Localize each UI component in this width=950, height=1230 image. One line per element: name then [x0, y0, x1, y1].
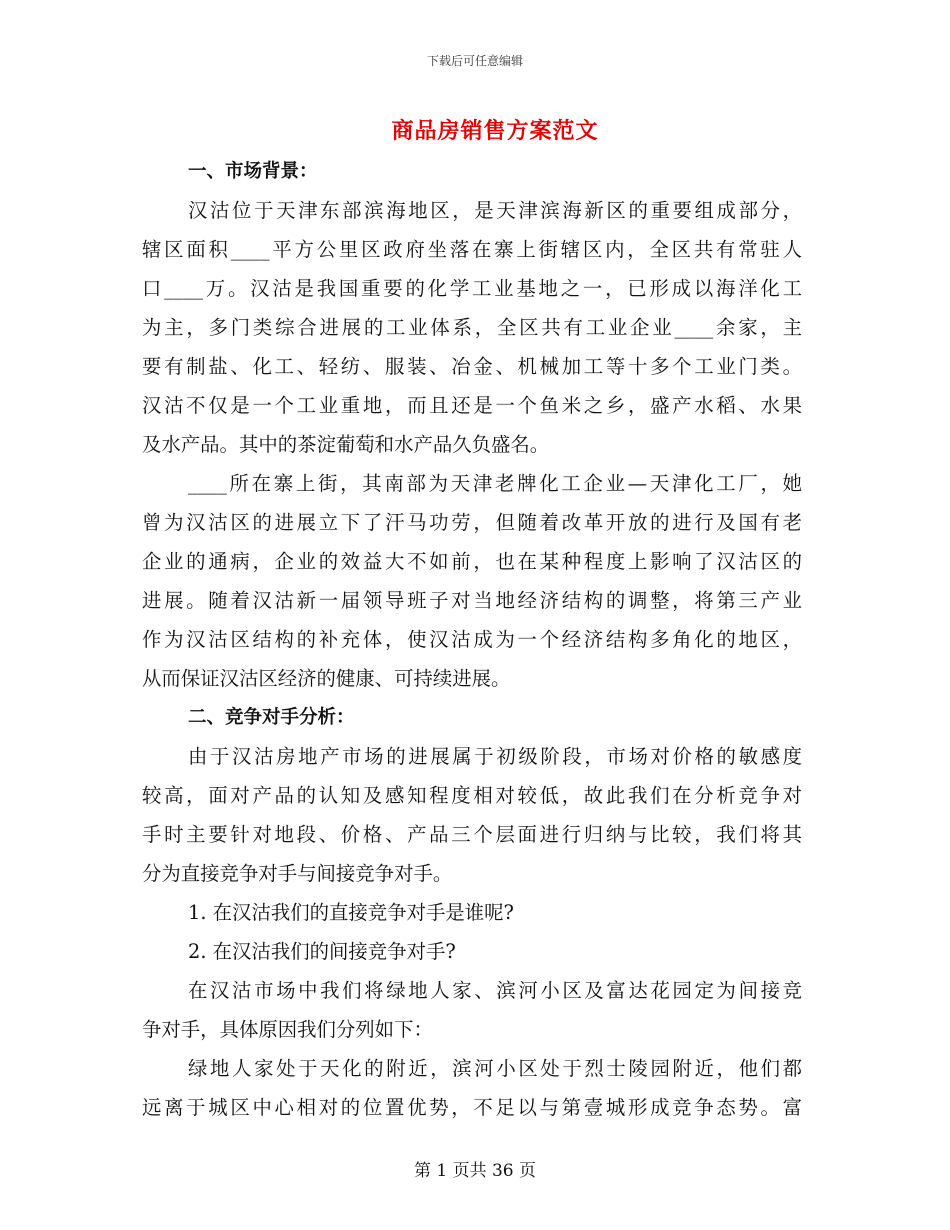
text-line: 口____万。汉沽是我国重要的化学工业基地之一，已形成以海洋化工	[142, 277, 802, 300]
header-note: 下载后可任意编辑	[426, 54, 523, 68]
text-line: 作为汉沽区结构的补充体，使汉沽成为一个经济结构多角化的地区，	[142, 628, 802, 651]
text-line: 汉沽不仅是一个工业重地，而且还是一个鱼米之乡，盛产水稻、水果	[142, 394, 802, 417]
document-body	[142, 152, 802, 1127]
text-line: 较高，面对产品的认知及感知程度相对较低，故此我们在分析竞争对	[142, 784, 802, 807]
paragraph-competitor-1	[142, 737, 802, 893]
text-line: 远离于城区中心相对的位置优势，不足以与第壹城形成竞争态势。富	[142, 1096, 802, 1119]
text-line: 争对手，具体原因我们分列如下：	[142, 1018, 433, 1041]
text-line: 企业的通病，企业的效益大不如前，也在某种程度上影响了汉沽区的	[142, 550, 802, 573]
page-number-footer: 第 1 页共 36 页	[413, 1161, 537, 1181]
text-line: ____所在寨上街，其南部为天津老牌化工企业—天津化工厂，她	[188, 472, 802, 495]
paragraph-competitor-3	[142, 1049, 802, 1127]
text-line: 汉沽位于天津东部滨海地区，是天津滨海新区的重要组成部分，	[188, 199, 802, 222]
paragraph-market-2	[142, 464, 802, 698]
text-line: 及水产品。其中的茶淀葡萄和水产品久负盛名。	[142, 433, 550, 456]
text-line: 由于汉沽房地产市场的进展属于初级阶段，市场对价格的敏感度	[188, 745, 802, 768]
section-heading-market: 一、市场背景：	[188, 161, 318, 182]
list-item-direct-competitor: 1. 在汉沽我们的直接竞争对手是谁呢?	[188, 901, 514, 924]
text-line: 分为直接竞争对手与间接竞争对手。	[142, 862, 453, 885]
text-line: 进展。随着汉沽新一届领导班子对当地经济结构的调整，将第三产业	[142, 589, 802, 612]
text-line: 从而保证汉沽区经济的健康、可持续进展。	[142, 667, 511, 690]
list-item-indirect-competitor: 2. 在汉沽我们的间接竞争对手?	[188, 940, 456, 963]
text-line: 要有制盐、化工、轻纺、服装、冶金、机械加工等十多个工业门类。	[142, 355, 802, 378]
paragraph-market-1	[142, 191, 802, 464]
text-line: 绿地人家处于天化的附近，滨河小区处于烈士陵园附近，他们都	[188, 1057, 802, 1080]
text-line: 在汉沽市场中我们将绿地人家、滨河小区及富达花园定为间接竞	[188, 979, 802, 1002]
text-line: 手时主要针对地段、价格、产品三个层面进行归纳与比较，我们将其	[142, 823, 802, 846]
paragraph-competitor-2	[142, 971, 802, 1049]
text-line: 辖区面积____平方公里区政府坐落在寨上街辖区内，全区共有常驻人	[142, 238, 802, 261]
section-heading-competitor: 二、竞争对手分析：	[188, 707, 355, 728]
text-line: 为主，多门类综合进展的工业体系，全区共有工业企业____余家，主	[142, 316, 802, 339]
text-line: 曾为汉沽区的进展立下了汗马功劳，但随着改革开放的进行及国有老	[142, 511, 802, 534]
document-title: 商品房销售方案范文	[391, 118, 599, 144]
